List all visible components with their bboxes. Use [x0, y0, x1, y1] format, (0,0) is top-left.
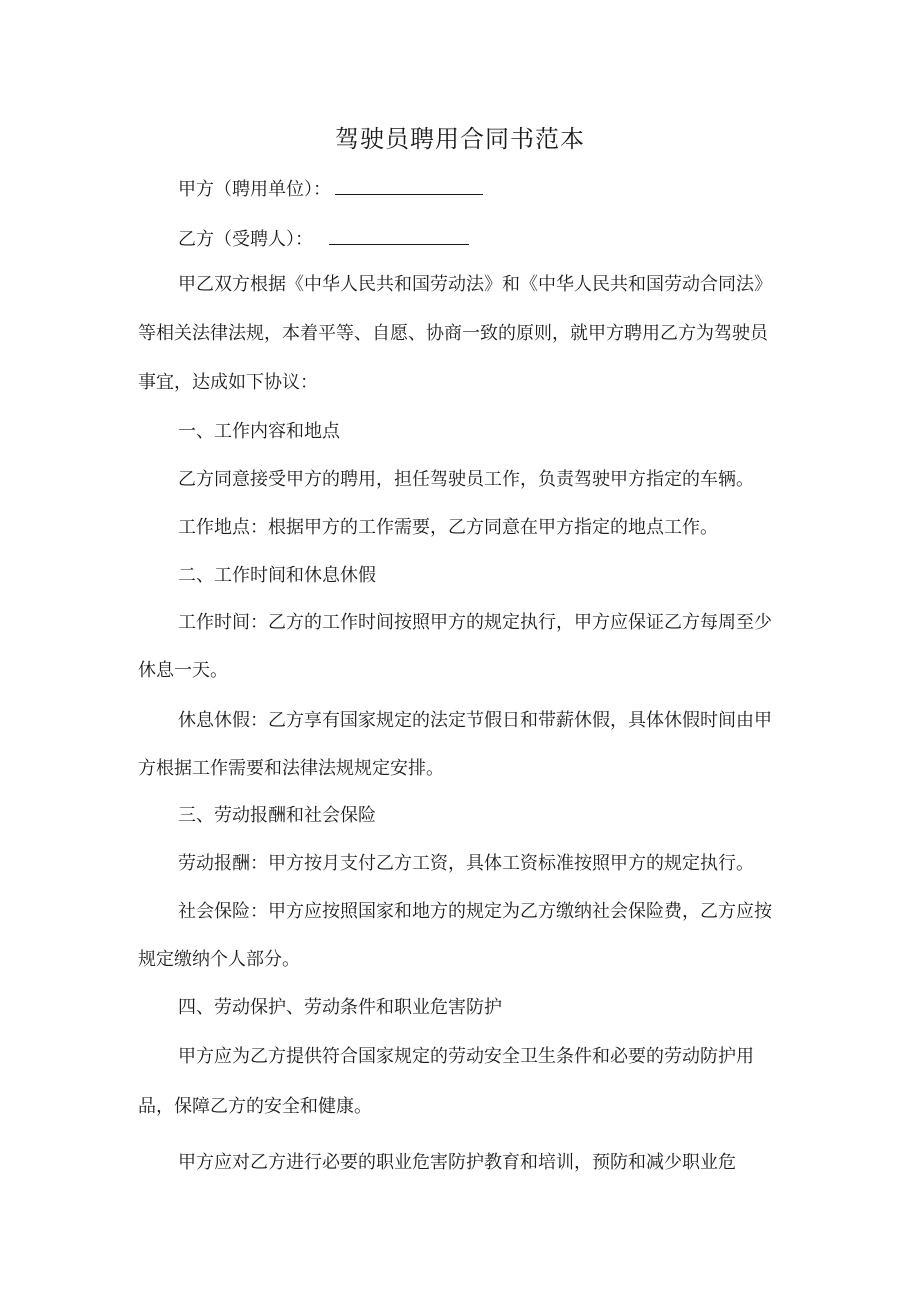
party-a-label: 甲方（聘用单位）： [178, 179, 331, 200]
document-title: 驾驶员聘用合同书范本 [335, 125, 585, 153]
paragraph-line: 乙方同意接受甲方的聘用，担任驾驶员工作，负责驾驶甲方指定的车辆。 [178, 469, 754, 490]
paragraph-line: 工作时间：乙方的工作时间按照甲方的规定执行，甲方应保证乙方每周至少 [178, 612, 772, 633]
party-a-line [178, 176, 483, 203]
paragraph-line: 休息休假：乙方享有国家规定的法定节假日和带薪休假，具体休假时间由甲 [178, 710, 772, 731]
paragraph-line: 甲方应为乙方提供符合国家规定的劳动安全卫生条件和必要的劳动防护用 [178, 1046, 754, 1067]
paragraph-line: 甲乙双方根据《中华人民共和国劳动法》和《中华人民共和国劳动合同法》 [178, 274, 772, 295]
paragraph-line: 休息一天。 [138, 660, 228, 681]
paragraph-line: 劳动报酬：甲方按月支付乙方工资，具体工资标准按照甲方的规定执行。 [178, 853, 754, 874]
party-a-blank[interactable] [335, 176, 483, 195]
section-heading: 二、工作时间和休息休假 [178, 565, 376, 586]
section-heading: 三、劳动报酬和社会保险 [178, 805, 376, 826]
paragraph-line: 甲方应对乙方进行必要的职业危害防护教育和培训，预防和减少职业危 [178, 1152, 736, 1173]
paragraph-line: 等相关法律法规，本着平等、自愿、协商一致的原则，就甲方聘用乙方为驾驶员 [138, 323, 768, 344]
party-b-blank[interactable] [329, 226, 469, 245]
paragraph-line: 社会保险：甲方应按照国家和地方的规定为乙方缴纳社会保险费，乙方应按 [178, 901, 772, 922]
paragraph-line: 事宜，达成如下协议： [138, 372, 318, 393]
paragraph-line: 方根据工作需要和法律法规规定安排。 [138, 758, 444, 779]
party-b-line [178, 226, 469, 253]
party-b-label: 乙方（受聘人）： [178, 229, 313, 250]
section-heading: 一、工作内容和地点 [178, 421, 340, 442]
paragraph-line: 规定缴纳个人部分。 [138, 949, 300, 970]
section-heading: 四、劳动保护、劳动条件和职业危害防护 [178, 997, 502, 1018]
paragraph-line: 品，保障乙方的安全和健康。 [138, 1096, 372, 1117]
paragraph-line: 工作地点：根据甲方的工作需要，乙方同意在甲方指定的地点工作。 [178, 517, 718, 538]
